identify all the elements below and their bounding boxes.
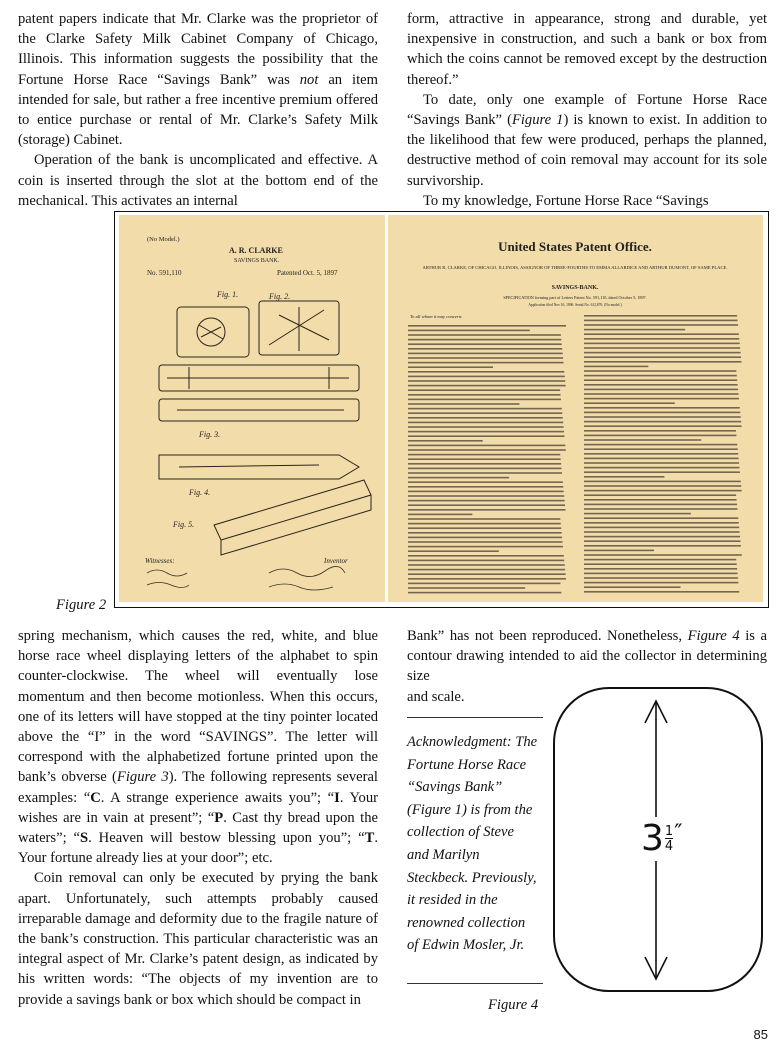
figure-2-patent-image	[114, 211, 769, 608]
paragraph: Operation of the bank is uncomplicated and effective. A coin is inserted through the slot at the bottom end of the mechanical. This activates an internal	[18, 152, 378, 209]
spec-text-line	[584, 361, 741, 363]
spec-text-line	[584, 467, 739, 469]
patent-subject: SAVINGS-BANK.	[551, 285, 599, 291]
spec-text-line	[584, 356, 741, 358]
spec-text-line	[584, 536, 740, 538]
spec-text-line	[584, 494, 736, 496]
figure-4-caption: Figure 4	[488, 997, 539, 1013]
patent-office-heading: United States Patent Office.	[498, 239, 652, 254]
dimension-label: 3 1 4 ″	[637, 817, 686, 861]
figure-4-contour-drawing	[553, 687, 763, 992]
inventor-label: Inventor	[324, 557, 348, 565]
spec-text-line	[584, 540, 740, 542]
witnesses-label: Witnesses:	[145, 557, 175, 565]
spec-text-line	[584, 347, 740, 349]
spec-text-line	[584, 338, 739, 340]
spec-text-line	[408, 426, 564, 428]
spec-text-line	[408, 532, 562, 534]
spec-text-line	[408, 472, 562, 474]
spec-text-line	[408, 445, 565, 447]
spec-text-line	[408, 362, 563, 364]
acknowledgment: Acknowledgment: The Fortune Horse Race “Savings Bank” (Figure 1) is from the collection of Steve and Marilyn Steckbeck. Previously, it resided in the renowned collection of Edwin Mosler, Jr.	[407, 734, 538, 954]
spec-text-line	[584, 393, 739, 395]
paragraph: form, attractive in appearance, strong and durable, yet inexpensive in construction, and such a bank or box from which the coins cannot be removed except by the destruction thereof.”	[407, 11, 767, 88]
spec-text-line	[584, 582, 738, 584]
spec-text-line	[584, 513, 691, 515]
spec-text-line	[408, 399, 561, 401]
spec-text-line	[408, 449, 566, 451]
patent-inventor-name: A. R. CLARKE	[229, 246, 283, 255]
spec-text-line	[584, 517, 738, 519]
spec-text-line	[584, 352, 741, 354]
spec-text-line	[584, 453, 738, 455]
spec-text-line	[408, 481, 563, 483]
spec-text-line	[584, 550, 654, 552]
patent-assignee-heading: ARTHUR R. CLARKE, OF CHICAGO, ILLINOIS, ASSIGNOR OF THREE-FOURTHS TO EMMA ALLARDICE AND ARTHUR DUMONT, OF SAME PLACE.	[422, 265, 728, 270]
fig-label: Fig. 5.	[173, 520, 195, 529]
patent-number: No. 591,110	[147, 269, 182, 277]
spec-text-line	[408, 348, 562, 350]
model-note: (No Model.)	[147, 236, 180, 243]
spec-text-line	[584, 476, 664, 478]
spec-text-line	[408, 389, 560, 391]
spec-text-line	[408, 560, 564, 562]
spec-text-line	[584, 329, 685, 331]
spec-text-line	[408, 587, 525, 589]
spec-text-line	[408, 394, 561, 396]
spec-text-line	[584, 430, 736, 432]
paragraph: To date, only one example of Fortune Horse Race “Savings Bank” (Figure 1) is known to exist. In addition to the likelihood that few were produced, perhaps the planned, destructive method of coin removal may account for its sole survivorship.	[407, 91, 768, 189]
spec-text-line	[408, 431, 564, 433]
spec-text-line	[584, 563, 737, 565]
spec-text-line	[584, 568, 737, 570]
spec-text-line	[584, 343, 740, 345]
spec-text-line	[584, 435, 736, 437]
paragraph-continuation: and scale.	[407, 688, 465, 705]
spec-text-line	[584, 573, 738, 575]
spec-text-line	[584, 531, 740, 533]
spec-text-line	[408, 537, 562, 539]
spec-text-line	[408, 509, 565, 511]
spec-text-line	[408, 546, 563, 548]
spec-text-line	[584, 333, 739, 335]
patent-filed-line: Application filed Nov 16, 1896. Serial No. 612,876. (No model.)	[528, 303, 622, 307]
spec-text-line	[584, 402, 675, 404]
fig-label: Fig. 1.	[217, 290, 239, 299]
spec-text-line	[408, 458, 561, 460]
spec-text-line	[408, 486, 563, 488]
spec-text-line	[584, 577, 738, 579]
spec-text-line	[584, 315, 737, 317]
spec-text-line	[584, 324, 738, 326]
paragraph: Coin removal can only be executed by prying the bank apart. Unfortunately, such attempts probably caused irreparable damage and deformity due to the fragile nature of the bank’s construction. This particular characteristic was an integral aspect of Mr. Clarke’s patent design, as indicated by his written words: “The objects of my invention are to provide a savings bank or box which should be compact in	[18, 870, 378, 1008]
spec-text-line	[408, 422, 563, 424]
spec-text-line	[584, 416, 741, 418]
spec-text-line	[584, 370, 736, 372]
spec-text-line	[408, 353, 563, 355]
spec-text-line	[584, 462, 739, 464]
spec-text-line	[408, 583, 560, 585]
spec-text-line	[584, 384, 738, 386]
spec-text-line	[584, 320, 738, 322]
spec-text-line	[408, 325, 566, 327]
fig-3-drawing	[159, 365, 359, 421]
article-column-bottom-left	[18, 626, 378, 1010]
paragraph: To my knowledge, Fortune Horse Race “Savings	[423, 192, 709, 209]
spec-text-line	[408, 334, 561, 336]
spec-text-line	[584, 586, 681, 588]
spec-text-line	[584, 458, 739, 460]
patent-date: Patented Oct. 5, 1897	[277, 269, 338, 277]
fig-4-drawing	[159, 455, 359, 479]
spec-text-line	[584, 389, 738, 391]
patent-specification	[388, 215, 763, 602]
spec-text-line	[584, 439, 701, 441]
paragraph: Bank” has not been reproduced. Nonetheless, Figure 4 is a contour drawing intended to aid the collector in determining size	[407, 628, 767, 685]
patent-body-text	[408, 315, 742, 593]
spec-text-line	[408, 523, 561, 525]
spec-text-line	[408, 380, 565, 382]
spec-text-line	[408, 408, 562, 410]
article-column-top-left	[18, 9, 378, 211]
spec-text-line	[408, 454, 560, 456]
spec-text-line	[408, 343, 562, 345]
spec-text-line	[584, 527, 739, 529]
spec-text-line	[584, 504, 737, 506]
spec-text-line	[408, 417, 563, 419]
spec-text-line	[408, 376, 565, 378]
spec-text-line	[408, 518, 560, 520]
spec-text-line	[584, 448, 738, 450]
spec-text-line	[408, 477, 509, 479]
spec-text-line	[408, 555, 564, 557]
spec-text-line	[408, 495, 564, 497]
patent-drawing-sheet	[119, 215, 385, 602]
fig-5-drawing	[214, 480, 371, 555]
patent-drawing	[119, 215, 385, 602]
spec-text-line	[408, 440, 483, 442]
spec-text-line	[584, 490, 742, 492]
spec-text-line	[408, 385, 566, 387]
spec-text-line	[584, 481, 741, 483]
spec-text-line	[584, 421, 741, 423]
fig-label: Fig. 4.	[189, 488, 211, 497]
spec-text-line	[408, 403, 519, 405]
patent-specification-line: SPECIFICATION forming part of Letters Patent No. 591,110, dated October 5, 1897.	[503, 295, 647, 300]
spec-text-line	[584, 366, 648, 368]
spec-text-line	[408, 330, 530, 332]
spec-text-line	[408, 527, 561, 529]
spec-text-line	[408, 550, 499, 552]
witness-signatures	[147, 570, 189, 588]
spec-text-line	[584, 545, 741, 547]
spec-text-line	[408, 491, 564, 493]
divider-top	[407, 717, 543, 718]
spec-text-line	[408, 339, 561, 341]
spec-text-line	[584, 444, 737, 446]
figure-2-caption: Figure 2	[56, 597, 107, 613]
spec-text-line	[584, 379, 737, 381]
spec-text-line	[408, 500, 565, 502]
patent-title: SAVINGS BANK.	[234, 258, 280, 264]
page-number: 85	[753, 1027, 768, 1042]
fig-1-drawing	[177, 301, 339, 357]
spec-text-line	[584, 407, 740, 409]
spec-text-line	[408, 463, 561, 465]
spec-text-line	[408, 578, 566, 580]
spec-text-line	[408, 468, 562, 470]
spec-text-line	[584, 485, 741, 487]
spec-text-line	[584, 499, 737, 501]
divider-bottom	[407, 983, 543, 984]
spec-text-line	[408, 366, 493, 368]
spec-text-line	[408, 504, 565, 506]
fig-label: Fig. 3.	[199, 430, 221, 439]
paragraph: spring mechanism, which causes the red, white, and blue horse race wheel displaying letters of the alphabet to spin counter-clockwise. The wheel will eventually lose momentum and then become motionless. When this occurs, one of its letters will have stopped at the tiny pointer located above the “I” in the word “SAVINGS”. The letter will correspond with the alphabetized fortune printed upon the bank’s obverse (Figure 3). The following represents several examples: “C. A strange experience awaits you”; “I. Your wishes are in vain at present”; “P. Cast thy bread upon the waters”; “S. Heaven will bestow blessing upon you”; “T. Your fortune already lies at your door”; etc.	[18, 628, 378, 867]
spec-text-line	[584, 425, 742, 427]
paragraph: patent papers indicate that Mr. Clarke was the proprietor of the Clarke Safety Milk Cabinet Company of Chicago, Illinois. This information suggests the possibility that the Fortune Horse Race “Savings Bank” was not an item intended for sale, but rather a free incentive premium offered to entice purchase or rental of Mr. Clarke’s Safety Milk (storage) Cabinet.	[18, 11, 378, 149]
spec-text-line	[408, 435, 564, 437]
spec-text-line	[584, 559, 736, 561]
spec-text-line	[584, 508, 737, 510]
spec-text-line	[584, 522, 739, 524]
spec-text-line	[584, 375, 737, 377]
spec-text-line	[408, 412, 562, 414]
spec-text-line	[584, 554, 742, 556]
spec-text-line	[584, 412, 740, 414]
spec-text-line	[408, 592, 561, 594]
spec-text-line	[408, 357, 563, 359]
spec-text-line	[408, 371, 564, 373]
patent-specification-sheet	[388, 215, 763, 602]
fig-label: Fig. 2.	[269, 292, 291, 301]
spec-text-line	[584, 471, 740, 473]
spec-text-line	[408, 514, 472, 516]
spec-text-line	[408, 573, 566, 575]
patent-salutation: To all whom it may concern:	[410, 314, 463, 319]
article-column-top-right	[407, 9, 767, 211]
spec-text-line	[584, 398, 739, 400]
spec-text-line	[584, 591, 739, 593]
spec-text-line	[408, 564, 565, 566]
spec-text-line	[408, 541, 563, 543]
inventor-signature	[269, 566, 345, 590]
spec-text-line	[408, 569, 565, 571]
